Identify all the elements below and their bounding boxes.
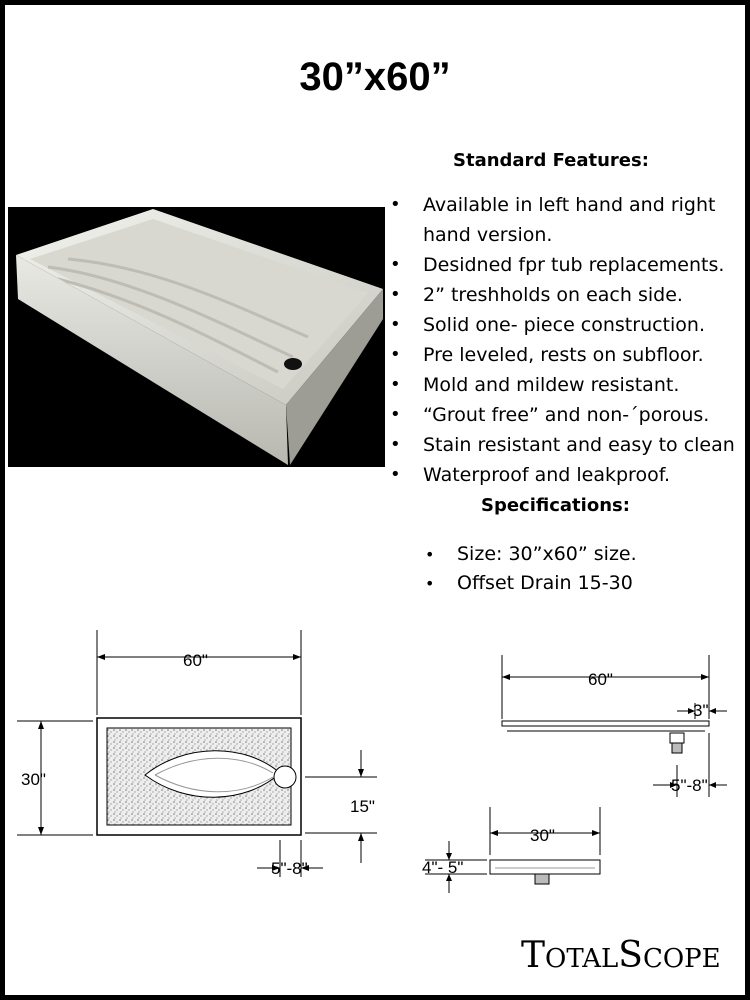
list-item: • Solid one- piece construction. xyxy=(388,310,745,340)
side-drain-distance-label: 5"-8" xyxy=(671,776,708,795)
list-item: • Pre leveled, rests on subfloor. xyxy=(388,340,745,370)
dimension-drawing xyxy=(5,615,745,935)
totalscope-logo: TOTALSCOPE xyxy=(521,935,721,976)
specifications-heading: Specifications: xyxy=(481,495,630,516)
list-item: • Stain resistant and easy to clean xyxy=(388,430,745,460)
list-item: • Offset Drain 15-30 xyxy=(423,569,637,598)
standard-features-heading: Standard Features: xyxy=(453,150,649,171)
list-item: • Available in left hand and right hand version. xyxy=(388,190,743,250)
features-list xyxy=(388,190,745,490)
threshold-label: 3" xyxy=(693,701,709,720)
list-item: • Size: 30”x60” size. xyxy=(423,540,637,569)
spec-sheet xyxy=(5,5,745,995)
list-item: • “Grout free” and non-´porous. xyxy=(388,400,745,430)
list-item: • Desidned fpr tub replacements. xyxy=(388,250,745,280)
list-item: • 2” treshholds on each side. xyxy=(388,280,745,310)
list-item: • Mold and mildew resistant. xyxy=(388,370,745,400)
page-title: 30”x60” xyxy=(299,55,451,99)
end-height-label: 4"- 5" xyxy=(422,858,464,877)
drain-distance-label: 5"-8" xyxy=(271,859,308,878)
end-view xyxy=(422,807,600,893)
top-width-label: 30" xyxy=(21,770,46,789)
side-view xyxy=(502,655,727,797)
top-length-label: 60" xyxy=(183,651,208,670)
shower-pan-photo xyxy=(8,207,385,467)
top-view xyxy=(17,630,377,878)
end-width-label: 30" xyxy=(530,826,555,845)
side-length-label: 60" xyxy=(588,670,613,689)
list-item: • Waterproof and leakproof. xyxy=(388,460,745,490)
specifications-list xyxy=(423,540,637,598)
drain-offset-label: 15" xyxy=(350,797,375,816)
